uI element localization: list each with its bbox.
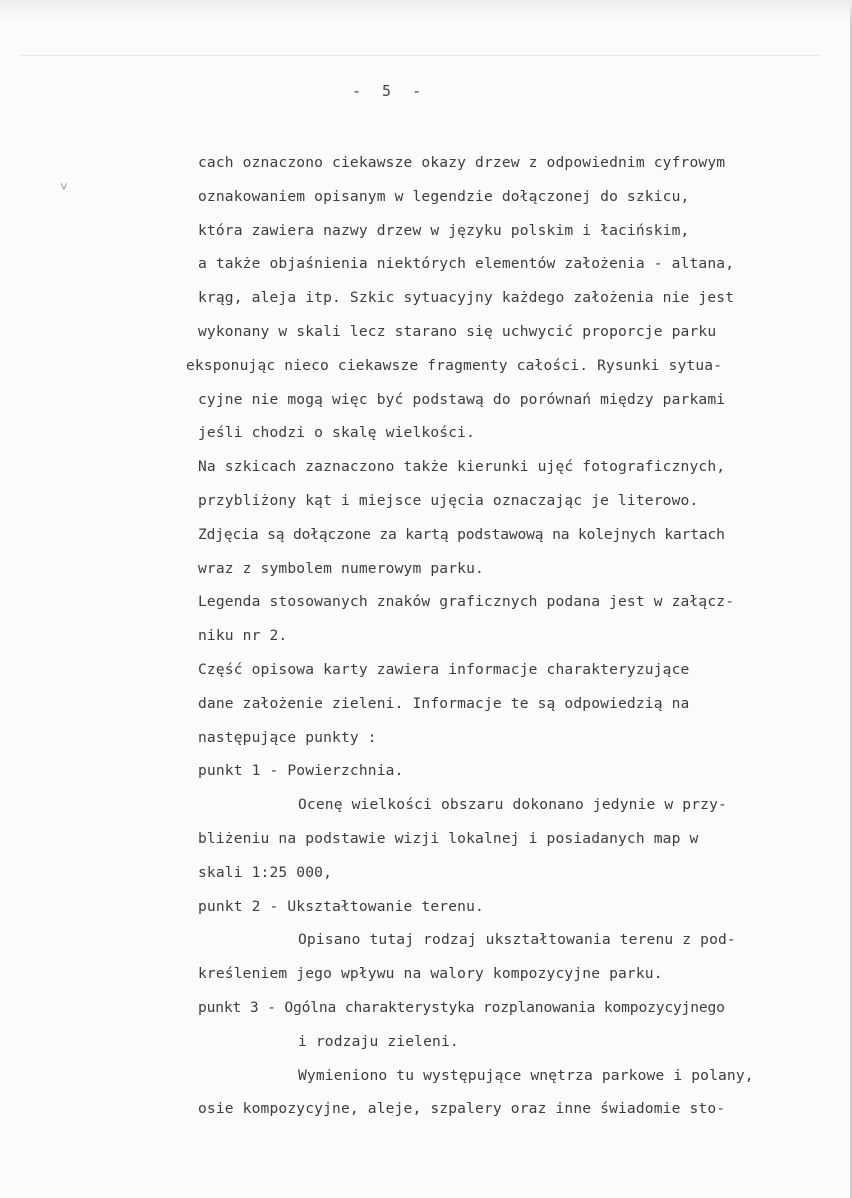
text-line: cach oznaczono ciekawsze okazy drzew z odpowiednim cyfrowym (198, 154, 726, 171)
text-line: punkt 1 - Powierzchnia. (198, 762, 404, 780)
scan-edge (0, 0, 852, 22)
text-line: osie kompozycyjne, aleje, szpalery oraz inne świadomie sto- (198, 1100, 726, 1118)
page-number: - 5 - (352, 82, 428, 100)
text-line: wykonany w skali lecz starano się uchwycić proporcje parku (198, 322, 717, 340)
text-line: a także objaśnienia niektórych elementów założenia - altana, (198, 255, 735, 273)
text-line: która zawiera nazwy drzew w języku polskim i łacińskim, (198, 221, 690, 239)
text-line: eksponując nieco ciekawsze fragmenty całości. Rysunki sytua- (186, 356, 723, 374)
text-line: Na szkicach zaznaczono także kierunki ujęć fotograficznych, (198, 458, 726, 476)
text-line: skali 1:25 000, (198, 863, 333, 881)
text-line: punkt 2 - Ukształtowanie terenu. (198, 897, 484, 915)
text-line: bliżeniu na podstawie wizji lokalnej i posiadanych map w (198, 829, 699, 847)
text-line: Część opisowa karty zawiera informacje charakteryzujące (198, 660, 690, 678)
scan-shadow-line (20, 55, 820, 56)
text-line: niku nr 2. (198, 627, 288, 645)
margin-mark: ˅ (60, 180, 68, 195)
text-line: dane założenie zieleni. Informacje te są odpowiedzią na (198, 694, 690, 712)
text-line: oznakowaniem opisanym w legendzie dołączonej do szkicu, (198, 187, 690, 205)
text-line: krąg, aleja itp. Szkic sytuacyjny każdego założenia nie jest (198, 289, 735, 307)
text-line: punkt 3 - Ogólna charakterystyka rozplanowania kompozycyjnego (198, 998, 725, 1016)
text-line: Wymieniono tu występujące wnętrza parkowe i polany, (298, 1066, 754, 1084)
text-line: cyjne nie mogą więc być podstawą do porównań między parkami (198, 390, 726, 408)
text-line: Zdjęcia są dołączone za kartą podstawową na kolejnych kartach (198, 525, 725, 543)
text-line: i rodzaju zieleni. (298, 1032, 459, 1050)
text-line: wraz z symbolem numerowym parku. (198, 559, 484, 577)
text-line: Opisano tutaj rodzaj ukształtowania terenu z pod- (298, 931, 736, 949)
text-line: jeśli chodzi o skalę wielkości. (198, 424, 476, 442)
text-line: następujące punkty : (198, 728, 377, 746)
body-text (186, 146, 838, 1126)
text-line: Legenda stosowanych znaków graficznych podana jest w załącz- (198, 593, 735, 611)
text-line: przybliżony kąt i miejsce ujęcia oznaczając je literowo. (198, 491, 699, 509)
text-line: kreśleniem jego wpływu na walory kompozycyjne parku. (198, 965, 663, 983)
text-line: Ocenę wielkości obszaru dokonano jedynie w przy- (298, 796, 727, 814)
